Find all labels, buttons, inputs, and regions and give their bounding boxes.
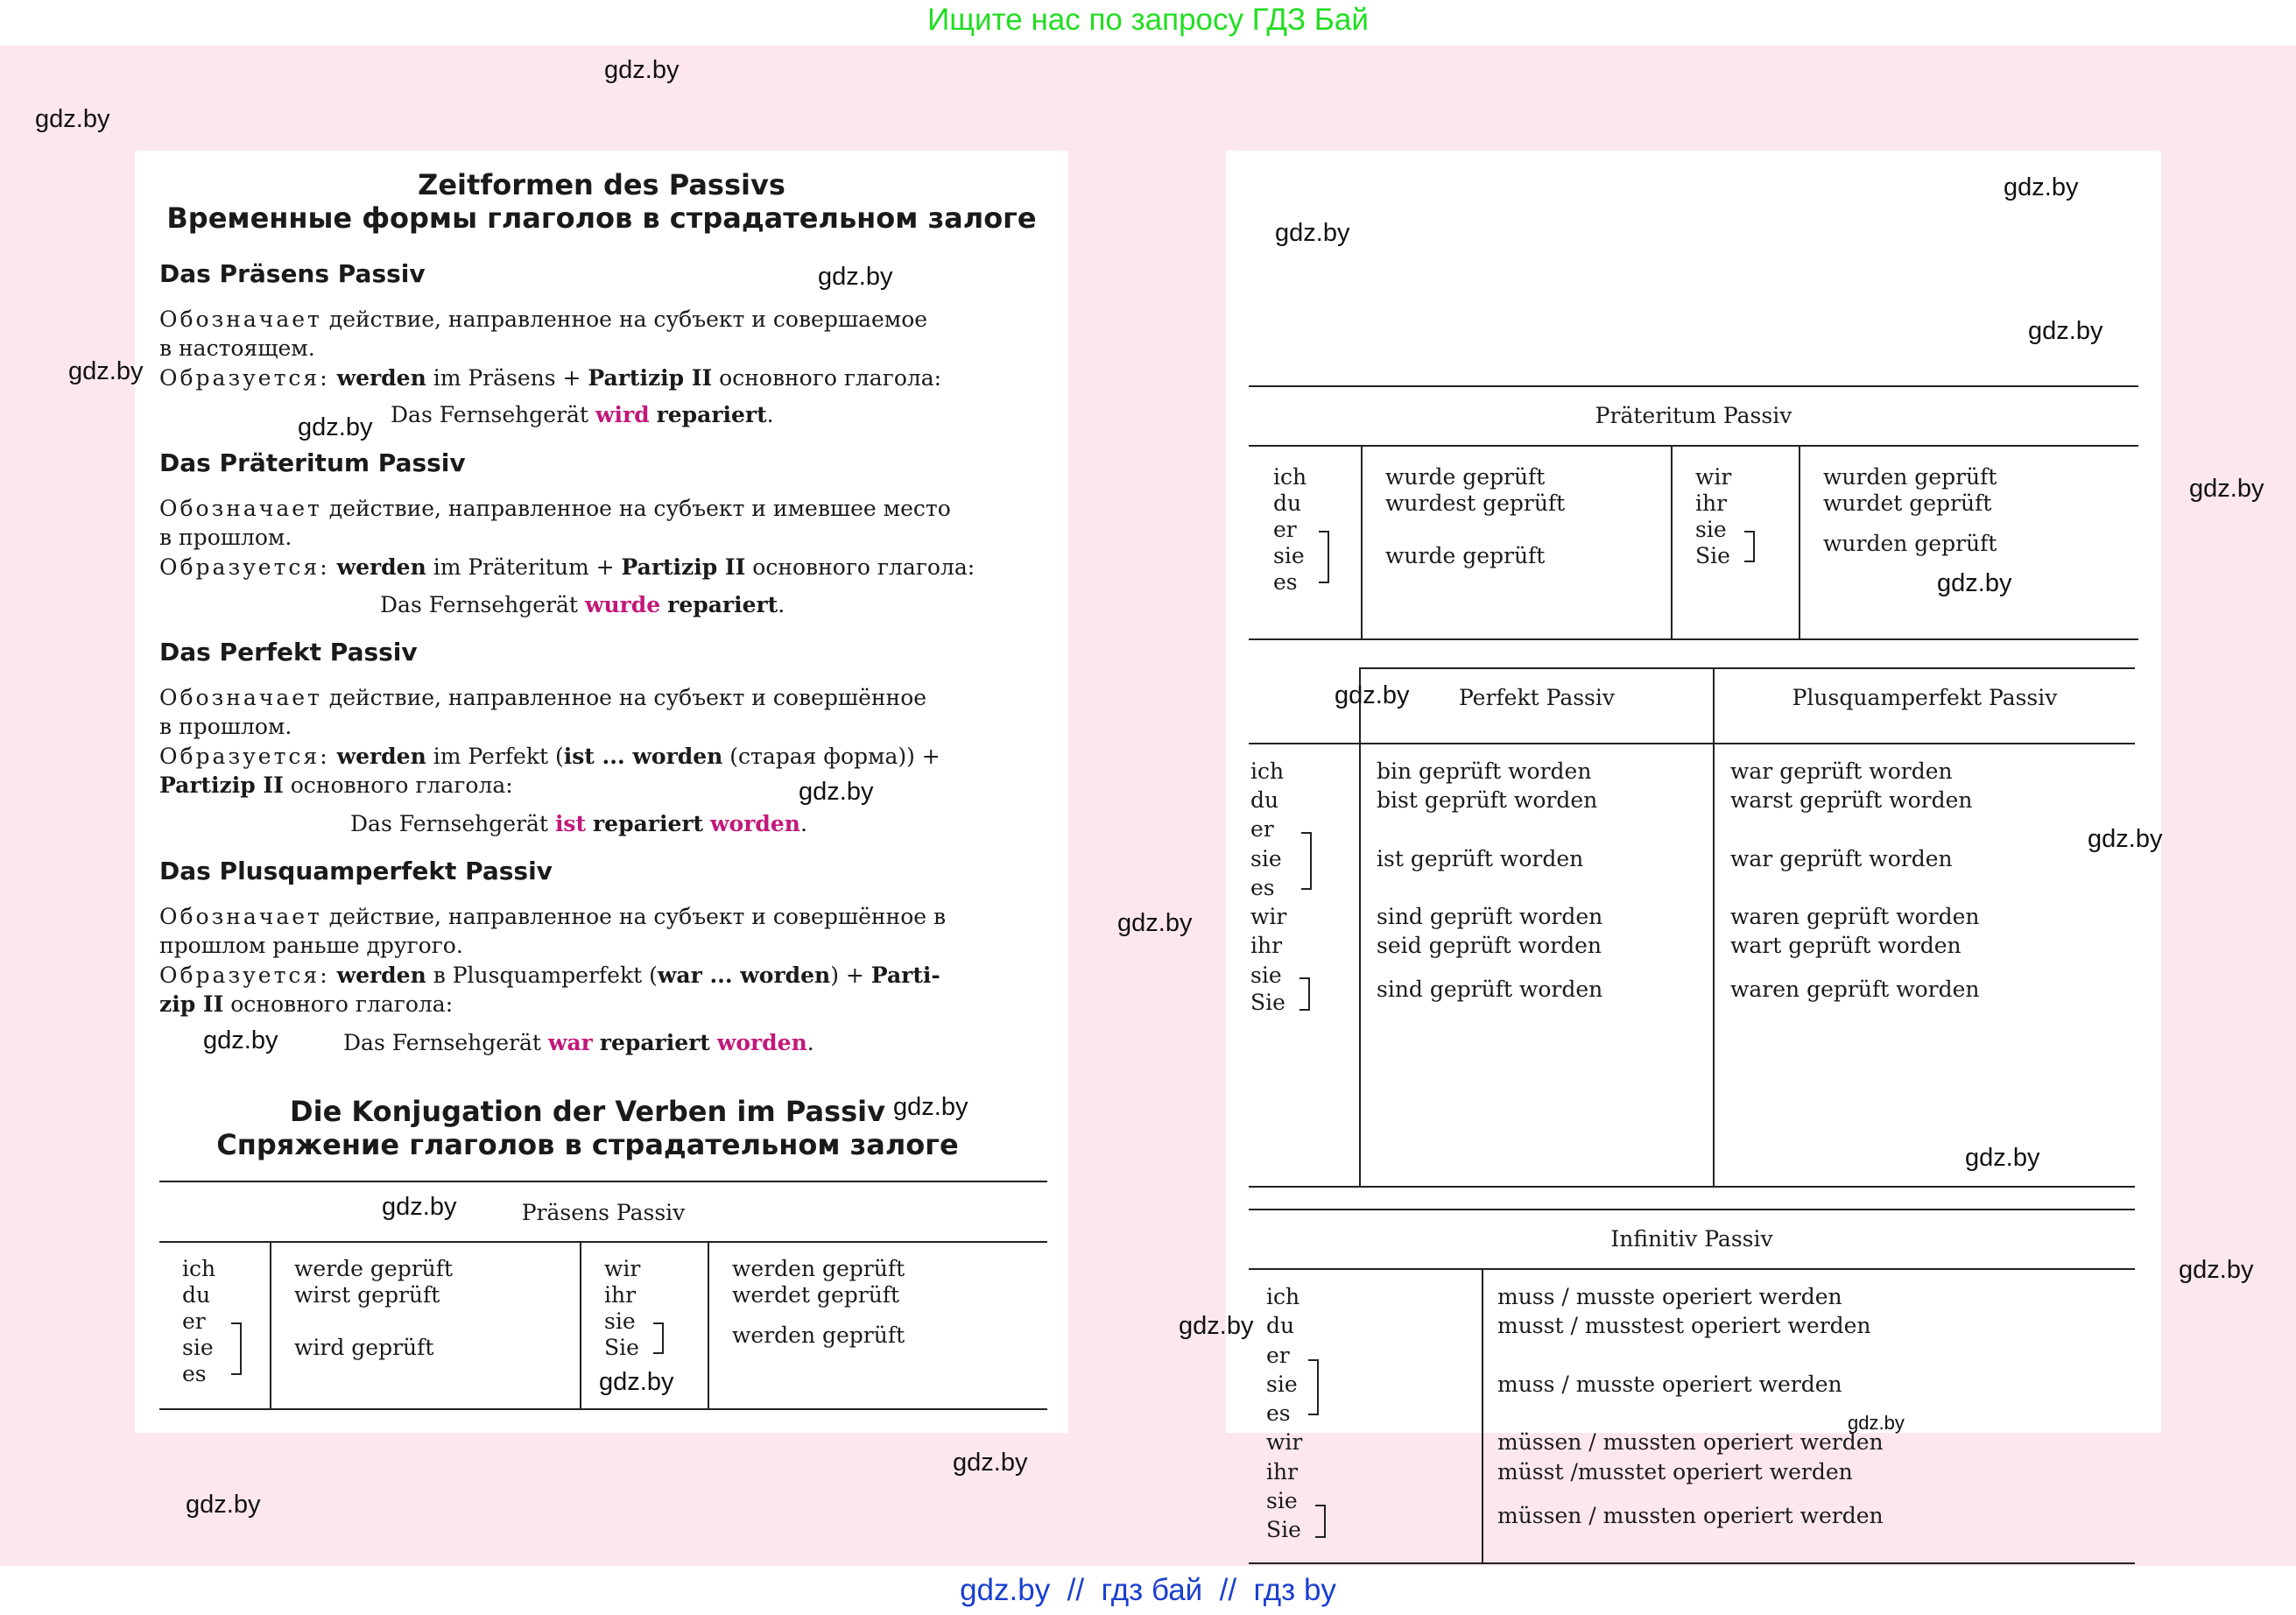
formation-end: основного глагола:	[223, 991, 454, 1017]
praesens-table-bottom-rule	[159, 1408, 1047, 1410]
plus-form-5: wart geprüft worden	[1730, 933, 1961, 958]
watermark: gdz.by	[186, 1491, 261, 1519]
praesens-col-1	[270, 1242, 271, 1408]
person-ihr: ihr	[1250, 933, 1283, 958]
formation-partizip: Partizip II	[621, 554, 746, 580]
formation-mid: в Plusquamperfekt (	[426, 963, 658, 988]
section-plusquamperfekt-formation	[159, 961, 940, 1019]
praesens-table-title: Präsens Passiv	[521, 1200, 686, 1225]
person-es: es	[1250, 875, 1275, 900]
section-praeteritum-meaning	[159, 494, 951, 552]
praeteritum-col-2	[1671, 446, 1673, 638]
example-aux: ist	[554, 811, 587, 836]
person-er: er	[1266, 1343, 1290, 1368]
watermark: gdz.by	[1848, 1412, 1905, 1434]
person-wir: wir	[1695, 464, 1732, 490]
person-ihr: ihr	[604, 1282, 637, 1308]
form-wurden-2: wurden geprüft	[1823, 531, 1997, 556]
infinitiv-table-title: Infinitiv Passiv	[1610, 1226, 1773, 1252]
perfekt-form-1: bin geprüft worden	[1377, 758, 1592, 784]
person-sie-pl: sie	[1695, 517, 1727, 542]
formation-mid: im Präsens +	[426, 365, 588, 391]
person-sie-pl: sie	[1266, 1488, 1298, 1513]
form-werdet: werdet geprüft	[732, 1282, 900, 1308]
perfekt-col-1	[1359, 743, 1361, 1188]
person-es: es	[1266, 1400, 1291, 1426]
section-perfekt-heading: Das Perfekt Passiv	[159, 638, 418, 666]
perfekt-head: Perfekt Passiv	[1458, 685, 1615, 710]
example-verb: repariert	[656, 402, 767, 427]
example-subject: Das Fernsehgerät	[391, 402, 595, 427]
person-Sie: Sie	[604, 1335, 639, 1360]
person-er: er	[1250, 816, 1274, 842]
formation-end: основного глагола:	[712, 365, 942, 391]
example-dot: .	[778, 592, 785, 617]
watermark: gdz.by	[68, 357, 144, 385]
plusquamperfekt-head: Plusquamperfekt Passiv	[1792, 685, 2058, 710]
perfekt-table-top-rule	[1359, 667, 2135, 669]
form-werden-2: werden geprüft	[732, 1322, 905, 1348]
plus-form-3: war geprüft worden	[1730, 846, 1953, 871]
infinitiv-form-2: musst / musstest operiert werden	[1497, 1313, 1871, 1338]
person-bracket	[231, 1322, 242, 1375]
praeteritum-table-bottom-rule	[1249, 638, 2138, 640]
formation-aux: werden	[336, 365, 426, 391]
section-plusquamperfekt-example	[343, 1028, 814, 1057]
perfekt-form-6: sind geprüft worden	[1377, 977, 1603, 1002]
example-verb: repariert	[599, 1030, 710, 1055]
top-banner-text: Ищите нас по запросу ГДЗ Бай	[927, 3, 1369, 37]
section-praeteritum-example	[380, 590, 785, 619]
perfekt-table-bottom-rule	[1249, 1186, 2135, 1188]
konjugation-title-de: Die Konjugation der Verben im Passiv	[290, 1095, 885, 1128]
watermark: gdz.by	[2179, 1256, 2254, 1284]
formation-label: Образуется:	[159, 554, 330, 580]
section-praesens-heading: Das Präsens Passiv	[159, 259, 426, 288]
top-banner	[0, 0, 2296, 46]
plus-form-4: waren geprüft worden	[1730, 904, 1980, 929]
meaning-label: Обозначает	[159, 685, 322, 710]
person-ich: ich	[1266, 1284, 1300, 1309]
form-werden: werden geprüft	[732, 1256, 905, 1281]
infinitiv-table-head-rule	[1249, 1268, 2135, 1270]
person-du: du	[1273, 490, 1302, 516]
example-aux: war	[547, 1030, 593, 1055]
section-praeteritum-formation	[159, 553, 975, 582]
example-subject: Das Fernsehgerät	[380, 592, 585, 617]
watermark: gdz.by	[1965, 1144, 2040, 1172]
infinitiv-form-6: müssen / mussten operiert werden	[1497, 1503, 1884, 1528]
person-sie-pl: sie	[1250, 963, 1282, 988]
person-es: es	[1273, 569, 1298, 595]
page-title-ru: Временные формы глаголов в страдательном залоге	[166, 201, 1037, 235]
person-es: es	[182, 1361, 207, 1386]
person-du: du	[1250, 787, 1279, 813]
person-bracket-pl	[1299, 977, 1310, 1011]
left-page	[135, 151, 1068, 1433]
meaning-text-2: в прошлом.	[159, 714, 292, 739]
example-aux: wird	[595, 402, 650, 427]
watermark: gdz.by	[2189, 475, 2264, 503]
example-worden: worden	[716, 1030, 807, 1055]
person-sie: sie	[1273, 543, 1305, 568]
watermark: gdz.by	[799, 778, 874, 806]
person-ich: ich	[1250, 758, 1285, 784]
section-praesens-formation	[159, 363, 941, 392]
form-wirst: wirst geprüft	[294, 1282, 440, 1308]
watermark: gdz.by	[1179, 1312, 1254, 1340]
praesens-col-3	[708, 1242, 709, 1408]
formation-war-worden: war ... worden	[657, 963, 831, 988]
konjugation-title-ru: Спряжение глаголов в страдательном залоге	[216, 1128, 959, 1161]
person-Sie: Sie	[1266, 1517, 1301, 1542]
person-bracket	[1308, 1359, 1319, 1415]
person-wir: wir	[604, 1256, 641, 1281]
person-sie: sie	[182, 1335, 214, 1360]
section-plusquamperfekt-meaning	[159, 902, 946, 960]
formation-label: Образуется:	[159, 963, 330, 988]
section-plusquamperfekt-heading: Das Plusquamperfekt Passiv	[159, 857, 553, 885]
formation-label: Образуется:	[159, 365, 330, 391]
infinitiv-form-5: müsst /musstet operiert werden	[1497, 1459, 1853, 1485]
perfekt-form-5: seid geprüft worden	[1377, 933, 1602, 958]
formation-aux: werden	[336, 744, 426, 769]
meaning-text-2: в настоящем.	[159, 335, 315, 361]
section-praeteritum-heading: Das Präteritum Passiv	[159, 448, 466, 477]
right-page	[1226, 151, 2161, 1542]
formation-partizip: Partizip II	[159, 772, 284, 798]
formation-partizip: Partizip II	[588, 365, 713, 391]
plus-form-1: war geprüft worden	[1730, 758, 1953, 784]
praesens-table-top-rule	[159, 1181, 1047, 1182]
form-wurdest: wurdest geprüft	[1385, 490, 1566, 516]
meaning-text-2: в прошлом.	[159, 525, 292, 550]
plus-form-2: warst geprüft worden	[1730, 787, 1973, 813]
infinitiv-form-1: muss / musste operiert werden	[1497, 1284, 1842, 1309]
formation-aux: werden	[336, 963, 426, 988]
example-subject: Das Fernsehgerät	[343, 1030, 548, 1055]
plus-form-6: waren geprüft worden	[1730, 977, 1980, 1002]
person-wir: wir	[1250, 904, 1287, 929]
watermark: gdz.by	[382, 1193, 457, 1221]
watermark: gdz.by	[818, 263, 893, 291]
perfekt-table-head-rule	[1249, 743, 2135, 744]
watermark: gdz.by	[893, 1093, 968, 1121]
person-er: er	[182, 1308, 206, 1334]
form-werde: werde geprüft	[294, 1256, 454, 1281]
praeteritum-table-head-rule	[1249, 445, 2138, 447]
person-du: du	[1266, 1313, 1295, 1338]
example-aux: wurde	[584, 592, 661, 617]
form-wird: wird geprüft	[294, 1335, 434, 1360]
section-perfekt-meaning	[159, 683, 926, 741]
watermark: gdz.by	[2028, 317, 2103, 345]
formation-end: основного глагола:	[283, 772, 513, 798]
meaning-text: действие, направленное на субъект и совершаемое	[321, 307, 928, 332]
meaning-text: действие, направленное на субъект и совершённое	[321, 685, 927, 710]
watermark: gdz.by	[1275, 219, 1350, 247]
person-sie: sie	[1266, 1372, 1298, 1397]
watermark: gdz.by	[1117, 909, 1193, 937]
infinitiv-table-bottom-rule	[1249, 1562, 2135, 1564]
praeteritum-col-1	[1361, 446, 1363, 638]
infinitiv-form-3: muss / musste operiert werden	[1497, 1372, 1842, 1397]
formation-label: Образуется:	[159, 744, 330, 769]
watermark: gdz.by	[604, 56, 680, 84]
watermark: gdz.by	[35, 105, 110, 133]
infinitiv-form-4: müssen / mussten operiert werden	[1497, 1429, 1884, 1455]
meaning-label: Обозначает	[159, 496, 322, 521]
person-sie: sie	[1250, 846, 1282, 871]
perfekt-form-3: ist geprüft worden	[1377, 846, 1584, 871]
form-wurde: wurde geprüft	[1385, 464, 1546, 490]
formation-partizip-b: zip II	[159, 991, 224, 1017]
praeteritum-table-top-rule	[1249, 385, 2138, 387]
praesens-col-2	[580, 1242, 581, 1408]
example-verb: repariert	[593, 811, 704, 836]
infinitiv-col-1	[1482, 1269, 1483, 1563]
example-dot: .	[806, 1030, 814, 1055]
infinitiv-table-top-rule	[1249, 1209, 2135, 1210]
example-dot: .	[799, 811, 807, 836]
formation-mid: im Präteritum +	[426, 554, 622, 580]
example-dot: .	[766, 402, 774, 427]
watermark: gdz.by	[599, 1368, 674, 1396]
section-praesens-example	[391, 400, 774, 429]
form-wurdet: wurdet geprüft	[1823, 490, 1992, 516]
person-bracket-pl	[653, 1322, 664, 1354]
watermark: gdz.by	[1937, 569, 2012, 597]
praesens-table-head-rule	[159, 1241, 1047, 1243]
section-praesens-meaning	[159, 305, 927, 363]
page-title-de: Zeitformen des Passivs	[418, 168, 785, 201]
person-bracket-pl	[1744, 531, 1755, 562]
example-subject: Das Fernsehgerät	[350, 811, 555, 836]
watermark: gdz.by	[2004, 173, 2079, 201]
person-du: du	[182, 1282, 211, 1308]
person-bracket	[1319, 531, 1329, 583]
form-wurde-2: wurde geprüft	[1385, 543, 1546, 568]
watermark: gdz.by	[1335, 681, 1410, 709]
person-Sie: Sie	[1695, 543, 1730, 568]
bottom-banner	[0, 1566, 2296, 1615]
section-perfekt-example	[350, 809, 807, 838]
person-ihr: ihr	[1695, 490, 1728, 516]
formation-mid2: ) +	[830, 963, 871, 988]
formation-end: основного глагола:	[745, 554, 975, 580]
person-sie-pl: sie	[604, 1308, 636, 1334]
person-ich: ich	[182, 1256, 216, 1281]
person-ihr: ihr	[1266, 1459, 1299, 1485]
formation-mid: im Perfekt (	[426, 744, 564, 769]
person-ich: ich	[1273, 464, 1307, 490]
perfekt-form-2: bist geprüft worden	[1377, 787, 1598, 813]
watermark: gdz.by	[2088, 825, 2163, 853]
formation-partizip-a: Parti-	[870, 963, 940, 988]
person-er: er	[1273, 517, 1297, 542]
person-bracket-pl	[1315, 1505, 1326, 1538]
formation-ist-worden: ist ... worden	[563, 744, 723, 769]
formation-mid2: (старая форма)) +	[722, 744, 940, 769]
person-Sie: Sie	[1250, 990, 1285, 1015]
praeteritum-table-title: Präteritum Passiv	[1595, 403, 1792, 428]
watermark: gdz.by	[298, 413, 373, 441]
formation-aux: werden	[336, 554, 426, 580]
form-wurden: wurden geprüft	[1823, 464, 1997, 490]
bottom-banner-text: gdz.by // гдз бай // гдз by	[960, 1573, 1336, 1607]
praeteritum-col-3	[1799, 446, 1800, 638]
meaning-label: Обозначает	[159, 904, 322, 929]
person-wir: wir	[1266, 1429, 1303, 1455]
perfekt-col-2	[1713, 667, 1715, 1188]
watermark: gdz.by	[203, 1026, 278, 1054]
perfekt-form-4: sind geprüft worden	[1377, 904, 1603, 929]
meaning-text: действие, направленное на субъект и имевшее место	[321, 496, 951, 521]
meaning-text-2: прошлом раньше другого.	[159, 933, 463, 958]
person-bracket	[1301, 832, 1312, 890]
meaning-text: действие, направленное на субъект и совершённое в	[321, 904, 947, 929]
example-verb: repariert	[667, 592, 778, 617]
example-worden: worden	[710, 811, 800, 836]
meaning-label: Обозначает	[159, 307, 322, 332]
watermark: gdz.by	[953, 1449, 1028, 1477]
